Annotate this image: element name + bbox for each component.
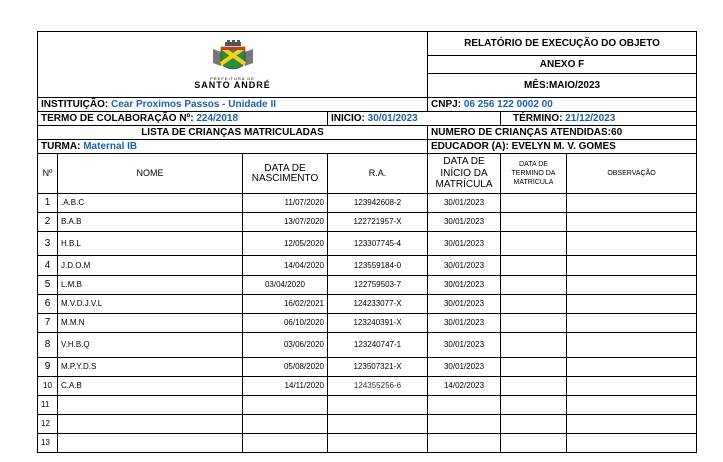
row-ra: 124355256-6 [328,377,428,396]
row-ra: 123942608-2 [328,194,428,213]
row-nome: L.M.B [58,276,243,295]
row-nascimento: 05/08/2020 [243,358,328,377]
table-row [38,232,697,256]
row-obs [567,194,697,213]
coat-of-arms-icon [211,40,255,74]
row-nome [58,415,243,434]
row-number: 13 [38,434,58,453]
row-inicio [428,396,501,415]
row-termino [501,358,567,377]
row-number: 4 [38,256,58,276]
row-number: 3 [38,232,58,256]
row-termino [501,314,567,333]
row-number: 6 [38,295,58,314]
annex-label: ANEXO F [428,56,697,74]
table-row [38,194,697,213]
row-ra: 123559184-0 [328,256,428,276]
row-number: 7 [38,314,58,333]
row-nascimento: 14/11/2020 [243,377,328,396]
row-number: 8 [38,333,58,358]
row-obs [567,213,697,232]
row-inicio: 14/02/2023 [428,377,501,396]
row-termino [501,194,567,213]
row-termino [501,415,567,434]
col-nascimento: DATA DE NASCIMENTO [243,154,328,194]
row-nome: M.M.N [58,314,243,333]
logo-city: SANTO ANDRÉ [194,79,271,90]
row-nascimento: 13/07/2020 [243,213,328,232]
row-inicio [428,434,501,453]
row-nascimento: 06/10/2020 [243,314,328,333]
row-termino [501,396,567,415]
inicio-value: 30/01/2023 [367,112,418,124]
cnpj-label: CNPJ: [431,98,462,110]
turma-value: Maternal IB [83,140,138,152]
row-ra: 123240747-1 [328,333,428,358]
termino-value: 21/12/2023 [565,112,616,124]
row-ra [328,434,428,453]
row-number: 12 [38,415,58,434]
table-row [38,256,697,276]
row-nome [58,434,243,453]
row-nascimento: 14/04/2020 [243,256,328,276]
row-number: 1 [38,194,58,213]
lista-label: LISTA DE CRIANÇAS MATRICULADAS [38,126,428,140]
row-inicio: 30/01/2023 [428,213,501,232]
row-nome: B.A.B [58,213,243,232]
row-termino [501,232,567,256]
row-nome: H.B.L [58,232,243,256]
table-row [38,295,697,314]
row-inicio: 30/01/2023 [428,276,501,295]
row-nome: .A.B.C [58,194,243,213]
row-obs [567,434,697,453]
row-ra [328,396,428,415]
report-table [37,31,697,453]
row-number: 5 [38,276,58,295]
row-inicio: 30/01/2023 [428,232,501,256]
instituicao-value: Cear Proximos Passos - Unidade II [111,98,277,110]
row-number: 9 [38,358,58,377]
row-termino [501,256,567,276]
cnpj-cell [428,98,697,112]
row-ra: 123240391-X [328,314,428,333]
termo-cell [38,112,328,126]
col-inicio: DATA DE INÍCIO DA MATRÍCULA [428,154,501,194]
row-ra [328,415,428,434]
numero-label: NUMERO DE CRIANÇAS ATENDIDAS:60 [428,126,697,140]
table-row [38,213,697,232]
cnpj-value: 06 256 122 0002 00 [463,98,553,110]
table-row [38,415,697,434]
row-nascimento: 11/07/2020 [243,194,328,213]
row-nome: C.A.B [58,377,243,396]
row-number: 10 [38,377,58,396]
table-row [38,314,697,333]
row-obs [567,358,697,377]
row-inicio: 30/01/2023 [428,256,501,276]
row-nascimento [243,396,328,415]
report-sheet [37,31,696,453]
turma-cell [38,140,428,154]
inicio-label: INICIO: [331,112,365,124]
termo-value: 224/2018 [196,112,239,124]
row-obs [567,415,697,434]
row-termino [501,276,567,295]
row-obs [567,256,697,276]
col-nome: NOME [58,154,243,194]
row-obs [567,276,697,295]
row-nascimento: 03/04/2020 [243,276,328,295]
termino-cell [501,112,697,126]
row-nascimento: 16/02/2021 [243,295,328,314]
row-ra: 123507321-X [328,358,428,377]
logo-cell [38,32,428,98]
month-label: MÊS:MAIO/2023 [428,74,697,98]
row-ra: 122759503-7 [328,276,428,295]
col-obs: OBSERVAÇÃO [567,154,697,194]
row-termino [501,213,567,232]
row-ra: 122721957-X [328,213,428,232]
educador-label: EDUCADOR (A): EVELYN M. V. GOMES [428,140,697,154]
row-inicio: 30/01/2023 [428,194,501,213]
termino-label: TÉRMINO: [513,112,563,124]
row-number: 2 [38,213,58,232]
row-nascimento: 12/05/2020 [243,232,328,256]
row-nome: M.P.Y.D.S [58,358,243,377]
row-nome: J.D.O.M [58,256,243,276]
col-ra: R.A. [328,154,428,194]
row-nome [58,396,243,415]
row-obs [567,333,697,358]
row-termino [501,333,567,358]
row-ra: 124233077-X [328,295,428,314]
row-nome: M.V.D.J.V.L [58,295,243,314]
table-row [38,276,697,295]
row-obs [567,396,697,415]
inicio-cell [328,112,501,126]
table-row [38,333,697,358]
row-inicio: 30/01/2023 [428,295,501,314]
col-termino: DATA DE TERMINO DA MATRICULA [501,154,567,194]
row-inicio: 30/01/2023 [428,358,501,377]
row-termino [501,295,567,314]
termo-label: TERMO DE COLABORAÇÃO Nº: [41,112,194,124]
row-obs [567,232,697,256]
table-row [38,396,697,415]
row-inicio [428,415,501,434]
row-nascimento [243,434,328,453]
turma-label: TURMA: [41,140,81,152]
table-row [38,358,697,377]
col-num: Nº [38,154,58,194]
logo-subtitle: PREFEITURA DE [210,75,255,81]
row-obs [567,377,697,396]
instituicao-label: INSTITUIÇÃO: [41,98,109,110]
report-title: RELATÓRIO DE EXECUÇÃO DO OBJETO [428,32,697,56]
row-obs [567,295,697,314]
row-number: 11 [38,396,58,415]
row-inicio: 30/01/2023 [428,314,501,333]
table-row [38,377,697,396]
row-nascimento [243,415,328,434]
row-ra: 123307745-4 [328,232,428,256]
instituicao-cell [38,98,428,112]
row-termino [501,377,567,396]
row-nascimento: 03/06/2020 [243,333,328,358]
row-nome: V.H.B.Q [58,333,243,358]
row-inicio: 30/01/2023 [428,333,501,358]
table-row [38,434,697,453]
row-termino [501,434,567,453]
row-obs [567,314,697,333]
